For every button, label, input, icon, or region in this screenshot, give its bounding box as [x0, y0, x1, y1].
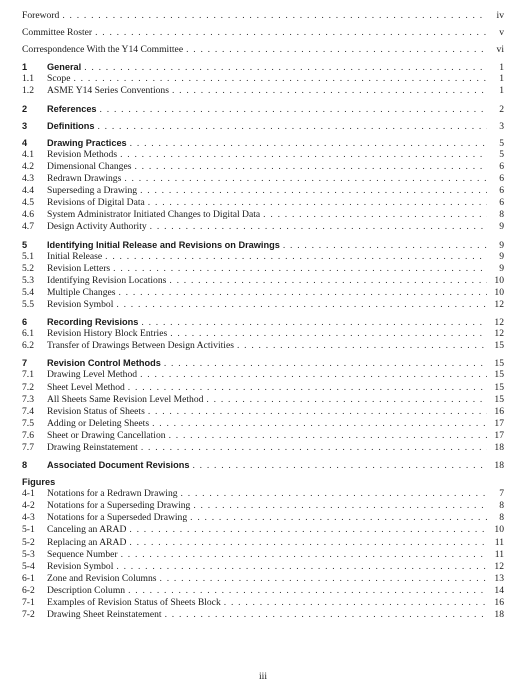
dot-leader — [140, 185, 487, 197]
entry-number: 4-3 — [22, 512, 35, 524]
dot-leader — [181, 488, 487, 500]
dot-leader — [134, 161, 487, 173]
entry-title: Zone and Revision Columns — [47, 572, 157, 584]
entry-number: 5-4 — [22, 560, 35, 572]
entry-page-number: v — [499, 27, 504, 39]
entry-number: 6.2 — [22, 340, 34, 352]
entry-title: Adding or Deleting Sheets — [47, 417, 150, 429]
table-of-contents — [22, 10, 504, 621]
figure-entry — [22, 585, 504, 597]
entry-number: 4 — [22, 137, 28, 148]
dot-leader — [121, 549, 487, 561]
entry-page-number: 16 — [494, 597, 504, 609]
dot-leader — [73, 73, 487, 85]
dot-leader — [140, 369, 487, 381]
dot-leader — [150, 221, 487, 233]
dot-leader — [192, 460, 487, 472]
entry-title: Revision History Block Entries — [47, 328, 168, 340]
entry-page-number: 12 — [494, 298, 504, 310]
section-entry — [22, 61, 504, 73]
entry-number: 8 — [22, 460, 28, 471]
entry-title: Notations for a Redrawn Drawing — [47, 488, 178, 500]
subsection-entry — [22, 328, 504, 340]
entry-title: Dimensional Changes — [47, 160, 132, 172]
entry-page-number: 15 — [494, 358, 504, 370]
entry-number: 6-1 — [22, 572, 35, 584]
entry-number: 5-2 — [22, 536, 35, 548]
entry-number: 7-2 — [22, 609, 35, 621]
entry-number: 6.1 — [22, 328, 34, 340]
entry-title: System Administrator Initiated Changes to Digital Data — [47, 209, 261, 221]
entry-page-number: 12 — [494, 317, 504, 329]
dot-leader — [124, 173, 487, 185]
entry-title: Foreword — [22, 10, 60, 21]
section-entry — [22, 459, 504, 471]
subsection-entry — [22, 85, 504, 97]
subsection-entry — [22, 209, 504, 221]
entry-page-number: 6 — [499, 173, 504, 185]
entry-page-number: 7 — [499, 488, 504, 500]
figure-entry — [22, 561, 504, 573]
subsection-entry — [22, 161, 504, 173]
dot-leader — [172, 85, 487, 97]
entry-title: Identifying Initial Release and Revisions on Drawings — [47, 239, 280, 250]
entry-title: Replacing an ARAD — [47, 536, 127, 548]
entry-number: 1.2 — [22, 85, 34, 97]
subsection-entry — [22, 287, 504, 299]
section-entry — [22, 316, 504, 328]
entry-title: Notations for a Superseding Drawing — [47, 500, 191, 512]
entry-number: 4.3 — [22, 173, 34, 185]
entry-page-number: 8 — [499, 512, 504, 524]
entry-page-number: vi — [496, 44, 504, 56]
entry-number: 5 — [22, 239, 28, 250]
dot-leader — [118, 287, 487, 299]
entry-page-number: 1 — [499, 85, 504, 97]
entry-number: 5.5 — [22, 298, 34, 310]
subsection-entry — [22, 149, 504, 161]
entry-number: 7-1 — [22, 597, 35, 609]
entry-number: 5.4 — [22, 286, 34, 298]
entry-page-number: 9 — [499, 250, 504, 262]
figures-heading: Figures — [22, 477, 56, 488]
entry-title: Redrawn Drawings — [47, 173, 122, 185]
entry-title: Revisions of Digital Data — [47, 197, 145, 209]
entry-title: Identifying Revision Locations — [47, 274, 167, 286]
entry-title: Definitions — [47, 120, 95, 131]
entry-page-number: 1 — [499, 73, 504, 85]
page-number: iii — [259, 671, 267, 682]
entry-number: 5.1 — [22, 250, 34, 262]
subsection-entry — [22, 382, 504, 394]
dot-leader — [190, 512, 487, 524]
dot-leader — [169, 430, 487, 442]
entry-page-number: 5 — [499, 137, 504, 149]
dot-leader — [152, 418, 487, 430]
entry-number: 4.2 — [22, 160, 34, 172]
dot-leader — [186, 44, 487, 56]
entry-title: Associated Document Revisions — [47, 460, 190, 471]
entry-page-number: 9 — [499, 221, 504, 233]
dot-leader — [193, 500, 487, 512]
entry-page-number: 18 — [494, 460, 504, 472]
entry-title: Drawing Practices — [47, 137, 127, 148]
dot-leader — [169, 275, 487, 287]
entry-title: Sheet Level Method — [47, 381, 125, 393]
front-matter-list — [22, 10, 504, 61]
entry-number: 7.1 — [22, 369, 34, 381]
entry-number: 7.5 — [22, 417, 34, 429]
entry-title: Scope — [47, 73, 71, 85]
entry-title: Examples of Revision Status of Sheets Block — [47, 597, 221, 609]
entry-title: Sequence Number — [47, 548, 118, 560]
dot-leader — [105, 251, 487, 263]
entry-title: Recording Revisions — [47, 317, 139, 328]
figure-entry — [22, 524, 504, 536]
subsection-entry — [22, 173, 504, 185]
entry-page-number: 15 — [494, 369, 504, 381]
dot-leader — [141, 442, 487, 454]
entry-number: 4.5 — [22, 197, 34, 209]
subsection-entry — [22, 418, 504, 430]
entry-title: Canceling an ARAD — [47, 524, 127, 536]
dot-leader — [206, 394, 487, 406]
sections-list — [22, 61, 504, 476]
figure-entry — [22, 512, 504, 524]
entry-title: Committee Roster — [22, 27, 93, 39]
dot-leader — [237, 340, 487, 352]
entry-page-number: 10 — [494, 274, 504, 286]
entry-page-number: 9 — [499, 239, 504, 251]
dot-leader — [120, 149, 487, 161]
section-entry — [22, 120, 504, 132]
entry-page-number: 15 — [494, 381, 504, 393]
subsection-entry — [22, 73, 504, 85]
entry-page-number: 17 — [494, 417, 504, 429]
entry-number: 7.6 — [22, 429, 34, 441]
entry-title: References — [47, 103, 97, 114]
subsection-entry — [22, 394, 504, 406]
figure-entry — [22, 573, 504, 585]
entry-page-number: 3 — [499, 120, 504, 132]
section-entry — [22, 239, 504, 251]
section-entry — [22, 103, 504, 115]
entry-title: Design Activity Authority — [47, 221, 147, 233]
dot-leader — [165, 609, 487, 621]
entry-page-number: 10 — [494, 286, 504, 298]
entry-number: 4-1 — [22, 488, 35, 500]
figures-list — [22, 488, 504, 621]
dot-leader — [100, 104, 487, 116]
entry-title: Initial Release — [47, 250, 103, 262]
entry-number: 7.4 — [22, 405, 34, 417]
dot-leader — [116, 561, 487, 573]
entry-page-number: 6 — [499, 185, 504, 197]
subsection-entry — [22, 251, 504, 263]
dot-leader — [97, 121, 487, 133]
entry-title: Revision Symbol — [47, 560, 114, 572]
front-matter-entry — [22, 27, 504, 39]
figure-entry — [22, 597, 504, 609]
entry-number: 4.7 — [22, 221, 34, 233]
entry-page-number: 17 — [494, 429, 504, 441]
section-entry — [22, 357, 504, 369]
dot-leader — [148, 197, 487, 209]
entry-title: Superseding a Drawing — [47, 185, 138, 197]
entry-title: General — [47, 62, 82, 73]
entry-page-number: 11 — [494, 548, 504, 560]
dot-leader — [263, 209, 487, 221]
section-entry — [22, 137, 504, 149]
entry-number: 7.3 — [22, 393, 34, 405]
subsection-entry — [22, 221, 504, 233]
entry-title: Correspondence With the Y14 Committee — [22, 44, 184, 56]
entry-title: All Sheets Same Revision Level Method — [47, 393, 204, 405]
dot-leader — [62, 10, 487, 22]
entry-page-number: 1 — [499, 62, 504, 74]
entry-number: 4.6 — [22, 209, 34, 221]
dot-leader — [129, 537, 487, 549]
entry-page-number: 16 — [494, 405, 504, 417]
entry-title: Revision Letters — [47, 262, 111, 274]
entry-page-number: 9 — [499, 262, 504, 274]
dot-leader — [129, 524, 487, 536]
entry-number: 5-1 — [22, 524, 35, 536]
entry-title: Sheet or Drawing Cancellation — [47, 429, 166, 441]
entry-number: 4.4 — [22, 185, 34, 197]
figure-entry — [22, 500, 504, 512]
entry-title: Description Column — [47, 584, 126, 596]
entry-title: Multiple Changes — [47, 286, 116, 298]
figure-entry — [22, 488, 504, 500]
dot-leader — [95, 27, 487, 39]
entry-title: Revision Symbol — [47, 298, 114, 310]
subsection-entry — [22, 197, 504, 209]
subsection-entry — [22, 299, 504, 311]
entry-number: 2 — [22, 103, 28, 114]
dot-leader — [224, 597, 487, 609]
entry-title: Revision Control Methods — [47, 358, 161, 369]
entry-title: Notations for a Superseded Drawing — [47, 512, 188, 524]
entry-page-number: 15 — [494, 393, 504, 405]
entry-page-number: 2 — [499, 103, 504, 115]
entry-page-number: 10 — [494, 524, 504, 536]
entry-title: Drawing Sheet Reinstatement — [47, 609, 162, 621]
subsection-entry — [22, 275, 504, 287]
entry-number: 6-2 — [22, 584, 35, 596]
entry-title: Transfer of Drawings Between Design Activities — [47, 340, 234, 352]
entry-number: 7.2 — [22, 381, 34, 393]
entry-title: Drawing Reinstatement — [47, 442, 138, 453]
dot-leader — [170, 328, 487, 340]
subsection-entry — [22, 263, 504, 275]
entry-number: 4.1 — [22, 148, 34, 160]
subsection-entry — [22, 185, 504, 197]
dot-leader — [160, 573, 487, 585]
entry-page-number: 12 — [494, 328, 504, 340]
dot-leader — [148, 406, 487, 418]
dot-leader — [128, 382, 487, 394]
dot-leader — [116, 299, 487, 311]
entry-page-number: 11 — [494, 536, 504, 548]
entry-title: Revision Methods — [47, 148, 118, 160]
dot-leader — [128, 585, 487, 597]
entry-page-number: 18 — [494, 609, 504, 621]
front-matter-entry — [22, 10, 504, 22]
entry-number: 3 — [22, 120, 28, 131]
entry-page-number: 12 — [494, 560, 504, 572]
figure-entry — [22, 549, 504, 561]
entry-number: 1.1 — [22, 73, 34, 85]
entry-page-number: iv — [496, 10, 504, 21]
entry-page-number: 15 — [494, 340, 504, 352]
front-matter-entry — [22, 44, 504, 56]
subsection-entry — [22, 369, 504, 381]
entry-title: Revision Status of Sheets — [47, 405, 145, 417]
entry-number: 7.7 — [22, 442, 34, 453]
entry-page-number: 6 — [499, 197, 504, 209]
subsection-entry — [22, 340, 504, 352]
figure-entry — [22, 537, 504, 549]
entry-page-number: 8 — [499, 209, 504, 221]
entry-page-number: 8 — [499, 500, 504, 512]
entry-number: 5.2 — [22, 262, 34, 274]
entry-page-number: 6 — [499, 160, 504, 172]
entry-title: Drawing Level Method — [47, 369, 138, 381]
entry-title: ASME Y14 Series Conventions — [47, 85, 169, 97]
entry-number: 7 — [22, 358, 28, 369]
subsection-entry — [22, 406, 504, 418]
dot-leader — [113, 263, 487, 275]
entry-number: 1 — [22, 62, 28, 73]
subsection-entry — [22, 430, 504, 442]
entry-number: 5-3 — [22, 548, 35, 560]
entry-page-number: 5 — [499, 148, 504, 160]
entry-page-number: 13 — [494, 572, 504, 584]
entry-number: 6 — [22, 317, 28, 328]
entry-page-number: 18 — [494, 442, 504, 453]
entry-number: 5.3 — [22, 274, 34, 286]
entry-page-number: 14 — [494, 584, 504, 596]
figure-entry — [22, 609, 504, 621]
entry-number: 4-2 — [22, 500, 35, 512]
subsection-entry — [22, 442, 504, 454]
